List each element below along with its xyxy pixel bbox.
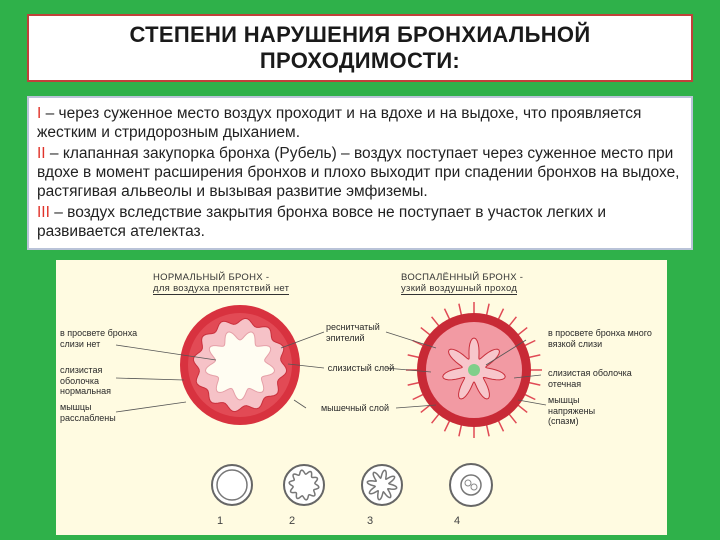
degree-3-numeral: III — [37, 204, 50, 221]
degree-3-paragraph — [37, 203, 683, 241]
inflammation-ray — [487, 425, 490, 437]
description-box — [27, 96, 693, 250]
center-label-cilia: реснитчатый эпителий — [326, 322, 380, 343]
inflammation-ray — [459, 425, 462, 437]
stage-number-2: 2 — [289, 515, 296, 527]
inflammation-ray — [432, 414, 440, 423]
normal-heading-line-2: для воздуха препятствий нет — [153, 283, 290, 294]
inflammation-ray — [445, 309, 450, 320]
left-label-lumen: в просвете бронха слизи нет — [60, 328, 138, 349]
inflammation-ray — [525, 341, 536, 346]
degree-2-paragraph — [37, 144, 683, 201]
inflammation-ray — [498, 309, 503, 320]
inflammation-ray — [487, 304, 490, 316]
bronchus-illustration — [56, 260, 667, 535]
degree-1-paragraph — [37, 104, 683, 142]
right-label-muscles: мышцы напряжены (спазм) — [548, 395, 596, 426]
title-box — [27, 14, 693, 82]
inflammation-ray — [525, 394, 536, 399]
stage-2-section — [284, 465, 324, 505]
inflammation-ray — [498, 421, 503, 432]
inflammation-ray — [529, 355, 541, 358]
stage-3-section — [362, 465, 402, 505]
stage-number-3: 3 — [367, 515, 374, 527]
stage-1-section — [212, 465, 252, 505]
left-label-muscles: мышцы расслаблены — [60, 402, 116, 423]
normal-bronchus-heading — [153, 272, 289, 295]
inflammation-ray — [413, 394, 424, 399]
inflamed-heading-line-2: узкий воздушный проход — [401, 283, 518, 294]
right-label-lumen: в просвете бронха много вязкой слизи — [548, 328, 652, 349]
inflammation-ray — [445, 421, 450, 432]
degree-2-text: – клапанная закупорка бронха (Рубель) – воздух поступает через суженное место при вдохе в момент расширения бронхов и плохо выходит при спадении бронхов на выдохе, растягивая альвеолы и вызывая развитие эмфиземы. — [37, 145, 680, 200]
inflammation-ray — [432, 317, 440, 326]
inflammation-ray — [421, 328, 430, 336]
inflammation-ray — [509, 317, 517, 326]
inflammation-ray — [459, 304, 462, 316]
normal-heading-line-1: НОРМАЛЬНЫЙ БРОНХ - — [153, 272, 270, 283]
degree-3-text: – воздух вследствие закрытия бронха вовсе не поступает в участок легких и развивается ателектаз. — [37, 204, 607, 240]
right-label-mucosa: слизистая оболочка отечная — [548, 368, 632, 389]
stage-4-section — [450, 464, 492, 506]
center-label-mucous-layer: слизистый слой — [327, 363, 395, 373]
normal-bronchus — [180, 305, 300, 425]
degree-1-text: – через суженное место воздух проходит и на вдохе и на выдохе, что проявляется жестким и стридорозным дыханием. — [37, 105, 642, 141]
inflammation-ray — [509, 414, 517, 423]
inflammation-ray — [518, 328, 527, 336]
page-title-line-2: ПРОХОДИМОСТИ: — [259, 48, 461, 73]
inflamed-bronchus — [406, 302, 542, 438]
stage-number-1: 1 — [217, 515, 224, 527]
inflammation-ray — [529, 383, 541, 386]
inflamed-bronchus-heading — [401, 272, 523, 295]
center-label-muscle-layer: мышечный слой — [320, 403, 390, 413]
inflammation-ray — [518, 405, 527, 413]
inflamed-heading-line-1: ВОСПАЛЁННЫЙ БРОНХ - — [401, 272, 524, 283]
left-label-mucosa: слизистая оболочка нормальная — [60, 365, 111, 396]
inflammation-ray — [408, 355, 420, 358]
degree-2-numeral: II — [37, 145, 46, 162]
stage-number-4: 4 — [454, 515, 461, 527]
inflammation-ray — [408, 383, 420, 386]
page-title-line-1: СТЕПЕНИ НАРУШЕНИЯ БРОНХИАЛЬНОЙ — [129, 22, 591, 47]
degree-1-numeral: I — [37, 105, 42, 122]
